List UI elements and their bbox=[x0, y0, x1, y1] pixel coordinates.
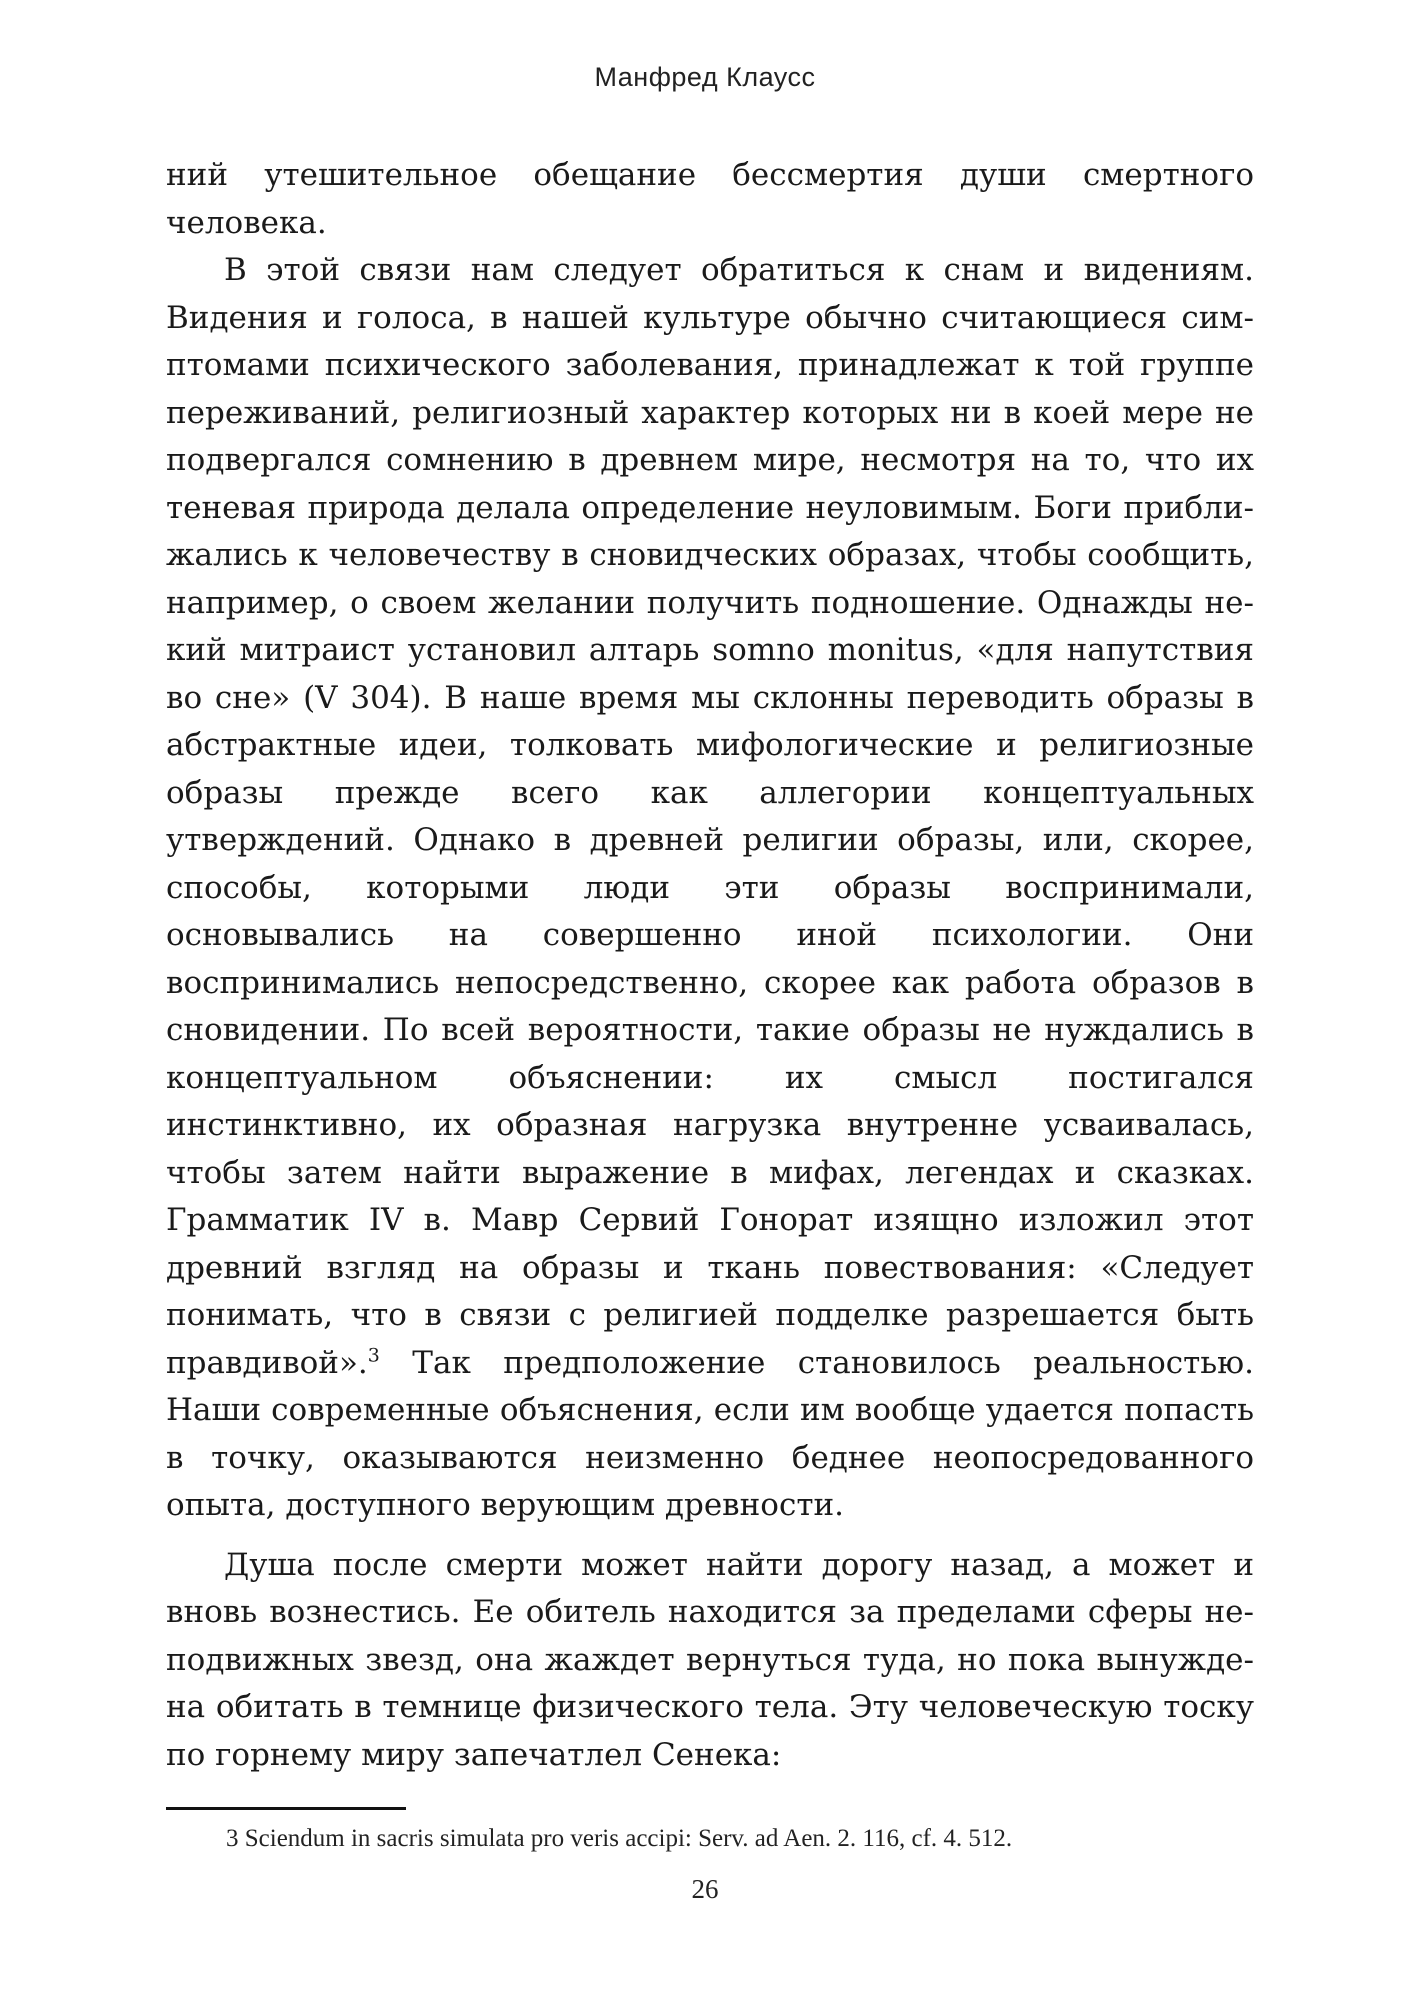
paragraph-text-tail: Так предположение становилось реальностью. Наши современные объяснения, если им вообще удается попасть в точку, оказываются неизменно беднее неопосредованного опыта, доступного верующим древности. bbox=[166, 1344, 1254, 1523]
footnote-reference[interactable]: 3 bbox=[367, 1344, 380, 1367]
footnote-3: 3 Sciendum in sacris simulata pro veris accipi: Serv. ad Aen. 2. 116, cf. 4. 512. bbox=[226, 1825, 1013, 1852]
paragraph-text: В этой связи нам следует обратиться к снам и видениям. Видения и голоса, в нашей культуре обычно считающиеся симптомами психического заболевания, принадлежат к той группе переживаний, религиозный характер которых ни в коей мере не подвергался сомнению в древнем мире, несмотря на то, что их теневая природа делала определение неуловимым. Боги приближались к человечеству в сновидческих образах, чтобы сообщить, например, о своем желании получить подношение. Однажды некий митраист установил алтарь somno monitus, «для напутствия во сне» (V 304). В наше время мы склонны переводить образы в абстрактные идеи, толковать мифологические и религиозные образы прежде всего как аллегории концептуальных утверждений. Однако в древней религии образы, или, скорее, способы, которыми люди эти образы воспринимали, основывались на совершенно иной психологии. Они воспринимались непосредственно, скорее как работа образов в сновидении. По всей вероятности, такие образы не нуждались в концептуальном объяснении: их смысл постигался инстинктивно, их образная нагрузка внутренне усваивалась, чтобы затем найти выражение в мифах, легендах и сказках. Грамматик IV в. Мавр Сервий Гонорат изящно изложил этот древний взгляд на образы и ткань повествования: «Следует понимать, что в связи с религией подделке разрешается быть правдивой». bbox=[166, 252, 1254, 1381]
paragraph-continuation: ний утешительное обещание бессмертия души смертного человека. bbox=[166, 157, 1254, 241]
running-head-author: Манфред Клаусс bbox=[594, 62, 816, 92]
footnote-separator bbox=[166, 1807, 406, 1810]
paragraph-dreams-visions bbox=[166, 247, 1254, 1530]
main-text bbox=[166, 152, 1254, 1779]
paragraph-soul: Душа после смерти может найти дорогу назад, а может и вновь вознестись. Ее обитель находится за пределами сферы неподвижных звезд, она жаждет вернуться туда, но пока вынуждена обитать в темнице физического тела. Эту человеческую тоску по горнему миру запечатлел Сенека: bbox=[166, 1546, 1254, 1773]
page-number: 26 bbox=[691, 1874, 719, 1904]
